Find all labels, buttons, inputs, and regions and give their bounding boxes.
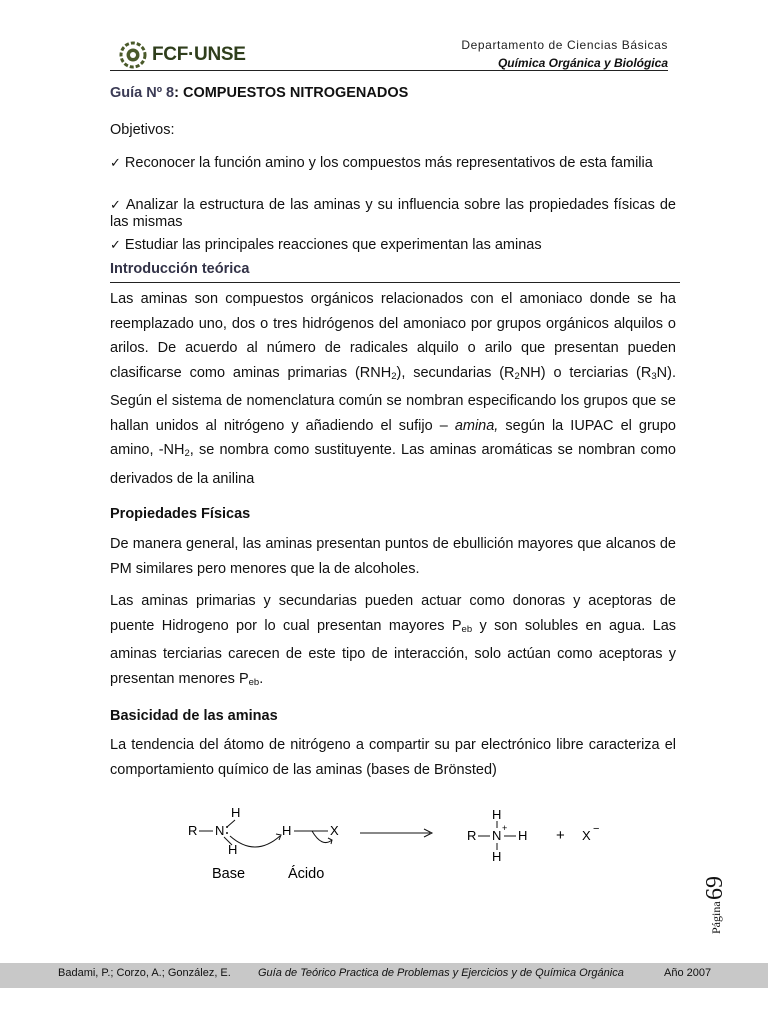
page-title	[110, 85, 408, 101]
rxn-r-left: R	[188, 823, 198, 838]
rxn-negative-charge: −	[593, 823, 600, 835]
guide-topic: : COMPUESTOS NITROGENADOS	[174, 85, 409, 101]
logo-text: FCF·UNSE	[152, 44, 246, 65]
footer-year: Año 2007	[664, 967, 712, 979]
rxn-h-bottom-left: H	[228, 842, 238, 857]
rxn-plus-sign: +	[556, 827, 565, 844]
rxn-x-acid: X	[330, 823, 339, 838]
header-divider	[110, 70, 668, 71]
page-label: Página	[709, 901, 723, 934]
rxn-acid-label: Ácido	[288, 866, 325, 882]
physical-paragraph-1: De manera general, las aminas presentan puntos de ebullición mayores que alcanos de PM similares pero menores que la de alcoholes.	[110, 536, 676, 577]
rxn-r-right: R	[467, 828, 477, 843]
guide-number: Guía Nº 8	[110, 85, 175, 101]
physical-paragraph-2: Las aminas primarias y secundarias pueden actuar como donoras y aceptoras de puente Hidrogeno por lo cual presentan mayores $P_{eb}$ y son solubles en agua. Las aminas terciarias carecen de este tipo de interacción, solo actúan como aceptoras y presentan menores $P_{eb}$.	[110, 593, 677, 688]
rxn-n-left: N	[215, 823, 225, 838]
objectives-label: Objetivos:	[110, 122, 175, 138]
amine-acid-reaction-diagram	[180, 800, 620, 890]
rxn-h-acid: H	[282, 823, 292, 838]
department-name: Departamento de Ciencias Básicas	[461, 38, 668, 52]
intro-divider	[110, 282, 680, 283]
objective-text: Reconocer la función amino y los compuestos más representativos de esta familia	[124, 155, 653, 171]
objective-item	[110, 197, 676, 231]
basicity-heading: Basicidad de las aminas	[110, 708, 278, 724]
physical-properties-heading: Propiedades Físicas	[110, 506, 251, 522]
basicity-paragraph: La tendencia del átomo de nitrógeno a compartir su par electrónico libre caracteriza el comportamiento químico de las aminas (bases de Brönsted)	[110, 737, 676, 778]
rxn-n-right: N	[492, 828, 502, 843]
rxn-h-top-right: H	[492, 807, 502, 822]
objective-item	[110, 237, 676, 254]
footer-authors: Badami, P.; Corzo, A.; González, E.	[58, 967, 231, 979]
subject-name: Química Orgánica y Biológica	[497, 56, 668, 70]
page-number-value: 69	[702, 876, 728, 900]
objective-text: Estudiar las principales reacciones que experimentan las aminas	[124, 237, 542, 253]
checkmark-icon: ✓	[110, 198, 122, 213]
intro-paragraph: Las aminas son compuestos orgánicos relacionados con el amoniaco donde se ha reemplazado uno, dos o tres hidrógenos del amoniaco por grupos orgánicos alquilos o arilos. De acuerdo al número de radicales alquilo o arilo que presentan pueden clasificarse como aminas primarias $(RNH_2)$, secundarias $(R_2NH)$ o terciarias $(R_3N)$. Según el sistema de nomenclatura común se nombran especificando los grupos que se hallan unidos al nitrógeno y añadiendo el sufijo – amina, según la IUPAC el grupo amino, $-NH_2$, se nombra como sustituyente. Las aminas aromáticas se nombran como derivados de la anilina	[110, 291, 676, 487]
rxn-base-label: Base	[212, 866, 246, 882]
rxn-h-bottom-right: H	[492, 849, 502, 864]
footer-title: Guía de Teórico Practica de Problemas y Ejercicios y de Química Orgánica	[258, 967, 624, 979]
logo	[118, 40, 246, 70]
page-number	[700, 860, 728, 940]
intro-heading: Introducción teórica	[110, 261, 250, 277]
checkmark-icon: ✓	[110, 238, 121, 253]
logo-emblem-icon	[118, 40, 148, 70]
objective-item	[110, 155, 676, 172]
rxn-h-right: H	[518, 828, 528, 843]
rxn-positive-charge: +	[502, 823, 508, 833]
rxn-x-anion: X	[582, 828, 591, 843]
objective-text: Analizar la estructura de las aminas y su influencia sobre las propiedades físicas de las mismas	[110, 197, 676, 230]
rxn-h-top-left: H	[231, 805, 241, 820]
checkmark-icon: ✓	[110, 156, 121, 171]
